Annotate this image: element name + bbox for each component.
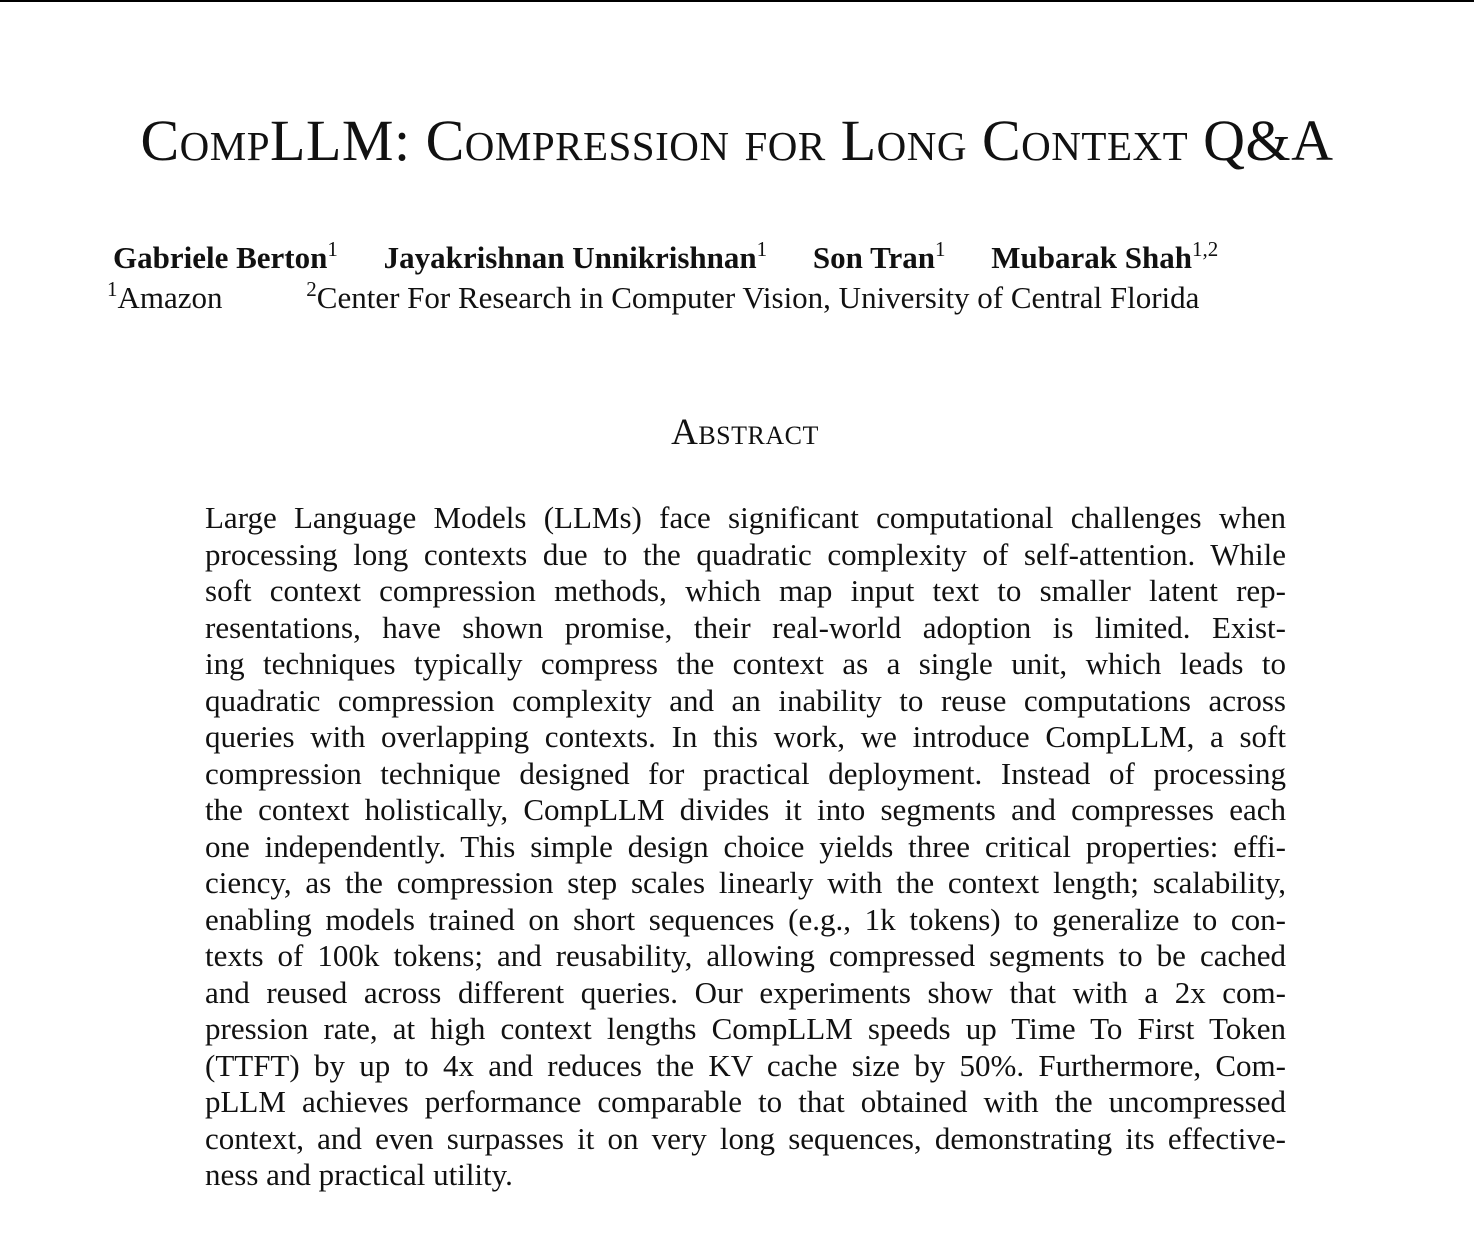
top-rule	[0, 0, 1474, 2]
affiliation-mark: 1	[756, 237, 768, 261]
abstract-line: context, and even surpasses it on very long sequences, demonstrating its effective-	[205, 1120, 1286, 1156]
paper-title: CompLLM: Compression for Long Context Q&A	[140, 108, 1334, 173]
abstract-line: ing techniques typically compress the context as a single unit, which leads to	[205, 646, 1286, 681]
author-name: Mubarak Shah	[991, 240, 1192, 275]
affiliation-name: Center For Research in Computer Vision, University of Central Florida	[316, 280, 1200, 315]
abstract-line: resentations, have shown promise, their real-world adoption is limited. Exist-	[205, 609, 1286, 645]
abstract-line: and reused across different queries. Our experiments show that with a 2x com-	[205, 974, 1286, 1010]
author	[113, 238, 338, 278]
abstract-line: queries with overlapping contexts. In this work, we introduce CompLLM, a soft	[205, 719, 1286, 754]
affiliation-mark: 1,2	[1191, 237, 1219, 261]
affiliation-mark: 1	[327, 237, 338, 261]
abstract-line: enabling models trained on short sequences (e.g., 1k tokens) to generalize to con-	[205, 901, 1286, 937]
author-name: Son Tran	[812, 240, 935, 275]
abstract-line: compression technique designed for practical deployment. Instead of processing	[205, 755, 1286, 791]
abstract-body	[205, 500, 1286, 1194]
abstract-line: ciency, as the compression step scales linearly with the context length; scalability,	[205, 865, 1286, 900]
affiliation-mark: 2	[306, 277, 317, 301]
affiliation	[306, 278, 1199, 318]
abstract-line: (TTFT) by up to 4x and reduces the KV cache size by 50%. Furthermore, Com-	[205, 1047, 1286, 1083]
author-list	[113, 238, 1218, 278]
abstract-line: processing long contexts due to the quadratic complexity of self-attention. While	[205, 536, 1286, 572]
abstract-line: quadratic compression complexity and an inability to reuse computations across	[205, 682, 1286, 718]
affiliation-mark: 1	[107, 277, 118, 301]
abstract-line: soft context compression methods, which map input text to smaller latent rep-	[205, 573, 1286, 608]
author-name: Jayakrishnan Unnikrishnan	[383, 240, 757, 275]
abstract-line: texts of 100k tokens; and reusability, allowing compressed segments to be cached	[205, 938, 1286, 973]
abstract-line: Large Language Models (LLMs) face significant computational challenges when	[205, 500, 1286, 535]
abstract-heading: Abstract	[671, 412, 819, 453]
author	[991, 238, 1218, 278]
author-name: Gabriele Berton	[113, 240, 328, 275]
abstract-line: pLLM achieves performance comparable to that obtained with the uncompressed	[205, 1084, 1286, 1119]
affiliation-mark: 1	[934, 237, 946, 261]
abstract-line: pression rate, at high context lengths CompLLM speeds up Time To First Token	[205, 1011, 1286, 1046]
affiliation-name: Amazon	[117, 280, 223, 315]
abstract-line: the context holistically, CompLLM divides it into segments and compresses each	[205, 792, 1286, 827]
author	[813, 238, 946, 278]
author	[384, 238, 768, 278]
affiliation	[107, 278, 223, 318]
affiliation-list	[107, 278, 1199, 318]
abstract-line: ness and practical utility.	[205, 1157, 513, 1192]
abstract-line: one independently. This simple design choice yields three critical properties: effi-	[205, 828, 1286, 864]
